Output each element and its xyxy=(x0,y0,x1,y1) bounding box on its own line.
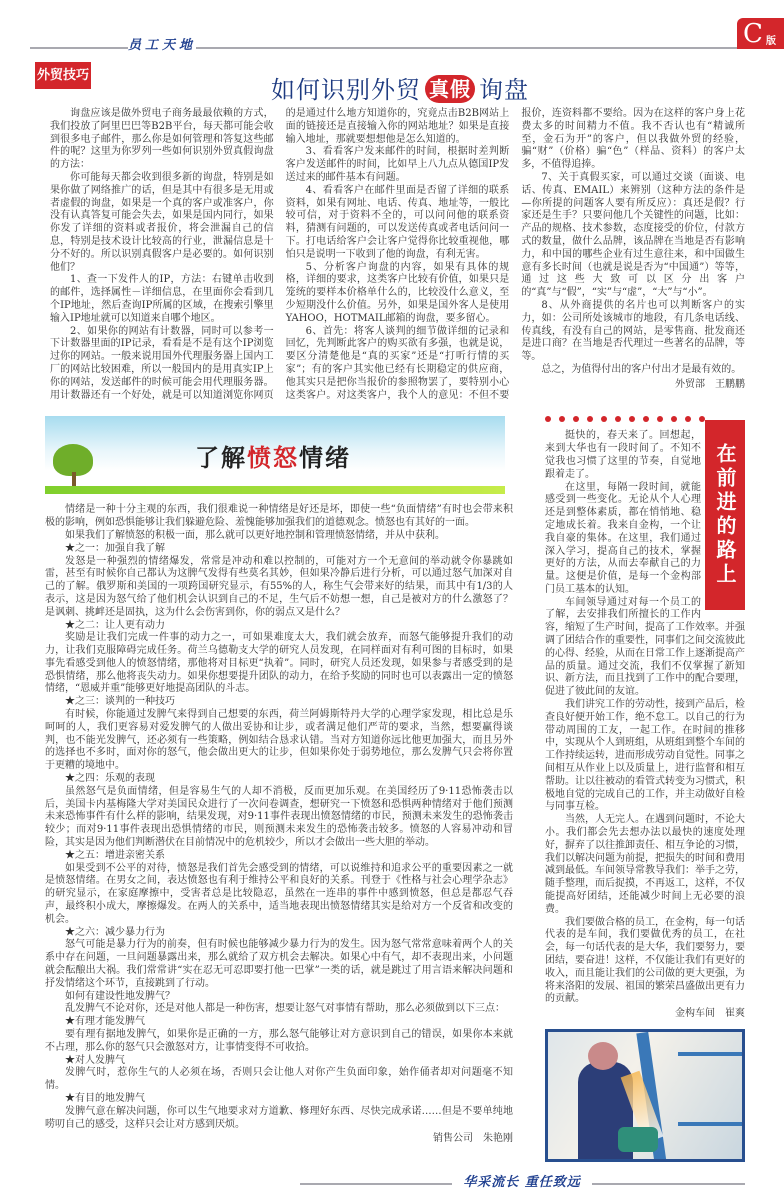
byline-dept: 销售公司 xyxy=(433,1133,473,1145)
paragraph: 总之，为值得付出的客户付出才是最有效的。 xyxy=(541,363,742,375)
paragraph: ★之二：让人更有动力 xyxy=(65,619,165,631)
byline-dept: 外贸部 xyxy=(674,378,705,390)
edition-badge xyxy=(737,18,784,49)
paragraph: 8、从外商提供的名片也可以判断客户的实力，如：公司所处该城市的地段，有几条电话线、传真线，有没有自己的网站，是零售商、批发商还是进口商？在当地是否代理过一些著名的品牌，等等。 xyxy=(521,299,745,363)
paragraph: 询盘应该是做外贸电子商务最最依赖的方式，我们投放了阿里巴巴等B2B平台，每天都可能会收到很多电子邮件，那么你是如何管理和答复这些邮件的呢？这里为你罗列一些如何识别外贸真假询盘的方法： xyxy=(50,108,274,171)
byline xyxy=(545,1008,745,1021)
anger-article-body xyxy=(45,504,513,1146)
paragraph: ★对人发脾气 xyxy=(65,1054,125,1066)
paragraph: 奖励是让我们完成一件事的动力之一，可如果难度太大，我们就会放弃，而怒气能够提升我们的动力，让我们克服障碍完成任务。荷兰乌德勒支大学的研究人员发现，在同样面对有利可图的目标时，如果事先看感受到他人的愤怒情绪，那他将对目标更“执着”。同时，研究人员还发现，如果参与者感受到的是恐惧情绪，那么他将丧失动力。如果你想要提升团队的动力，在给予奖励的同时也可以表露出一定的愤怒情绪，“恩威并重”能够更好地提高团队的斗志。 xyxy=(45,632,513,695)
trade-article-body xyxy=(50,108,745,402)
worker-photo xyxy=(545,1029,745,1162)
paragraph: 要有理有据地发脾气，如果你是正确的一方，那么怒气能够让对方意识到自己的错误，如果你本来就不占理，那么你的怒气只会激怒对方，让事情变得不可收拾。 xyxy=(45,1029,513,1053)
dot-divider xyxy=(545,416,705,424)
paragraph: 怒气可能是暴力行为的前奏，但有时候也能够减少暴力行为的发生。因为怒气常常意味着两个人的关系中存在问题，一旦问题暴露出来，那么就给了双方机会去解决。如果心中有气，却不表现出来，小问题就会酝酿出大祸。我们常常讲“实在忍无可忍即要打他一巴掌”一类的话，就是跳过了用言语来解决问题和抒发情绪这个环节，直接跳到了行动。 xyxy=(45,939,513,989)
title-post: 询盘 xyxy=(479,76,529,104)
paragraph: 情绪是一种十分主观的东西，我们很难说一种情绪是好还是坏，即使一些“负面情绪”有时也会带来积极的影响，例如恐惧能够让我们躲避危险、羞愧能够加强我们的道德观念。愤怒也有其好的一面。 xyxy=(45,504,513,529)
column-tag: 外贸技巧 xyxy=(35,62,91,89)
paragraph: 在这里，每隔一段时间，就能感受到一些变化。无论从个人心理还是到整体素质，都在悄悄地、稳定地成长着。我来自金构，一个让我自豪的集体。在这里，我们通过深入学习，提高自己的技术，掌握更好的方法，从而去奉献自己的力量。这便是价值，是每一个金构部门员工基本的认知。 xyxy=(545,481,701,595)
anger-heading xyxy=(195,438,351,473)
road-article-title: 在前进的路上 xyxy=(705,420,745,610)
section-title: 员工天地 xyxy=(128,38,197,53)
heading-pre: 了解 xyxy=(195,444,247,473)
paragraph: ★有目的地发脾气 xyxy=(65,1092,145,1104)
paragraph: 我们讲究工作的劳动性，接到产品后，检查良好便开始工作，绝不怠工。以自己的行为带动周围的工友，一起工作。在时间的推移中，实现从个人到班组，从班组到整个车间的工作持续运转，进而形成劳动自觉性。同事之间相互从作业上以及质量上，进行监督和相互帮助。让以往被动的看管式转变为习惯式，积极地自觉的完成自己的工作，并主动做好自检与同事互检。 xyxy=(545,699,745,813)
paragraph: 2、如果你的网站有计数器，同时可以参考一下计数器里面的IP记录，看看是不是有这个IP浏览过你的网站。一般来说用国外代理服务器上国内工厂的网站比较困难，所以一般国内的是用真实IP上你的网站，发送邮件的时候可能会用代理服务器。用计数器还有一个好处，就是可以知道浏览你网页的是通过什么地方知道你的，究竟点击B2B网站上面的链接还是直接输入你的网站地址？如果是直接输入地址，那就要想想他是怎么知道的。 xyxy=(50,108,510,401)
paragraph: ★之六：减少暴力行为 xyxy=(65,926,165,938)
paragraph: ★之四：乐观的表现 xyxy=(65,773,155,785)
paragraph: 5、分析客户询盘的内容，如果有具体的规格，详细的要求，这类客户比较有价值，如果只是笼统的要样本价格单什么的，比较没什么意义，至少短期没什么价值。另外，如果是国外客人是使用YAHOO，HOTMAIL邮箱的询盘，要多留心。 xyxy=(285,261,510,324)
paragraph: ★之一：加强自我了解 xyxy=(65,542,165,554)
byline-name: 朱艳刚 xyxy=(483,1133,513,1145)
anger-banner xyxy=(45,416,505,494)
article-title xyxy=(200,70,600,105)
paragraph: 如果受到不公平的对待，愤怒是我们首先会感受到的情绪，可以说维持和追求公平的重要因素之一就是愤怒情绪。在男女之间，表达愤怒也有利于维持公平和良好的关系。刊登于《性格与社会心理学杂志》的研究显示，在家庭摩擦中，受害者总是比较隐忍，虽然在一连串的事件中感到愤怒，但总是都忍气吞声，最终积小成大，摩擦爆发。在两人的关系中，适当地表现出愤怒情绪其实是给对方一个反省和改变的机会。 xyxy=(45,862,513,925)
byline-name: 王鹏鹏 xyxy=(714,378,745,390)
title-badge: 真假 xyxy=(425,75,475,103)
paragraph: 当然，人无完人。在遇到问题时，不论大小。我们都会先去想办法以最快的速度处理好，摒弃了以往推卸责任、相互争论的习惯，我们以解决问题为前提，把损失的时间和费用减到最低。车间领导常教导我们：举手之劳，随手整理，而后捉摸，不再返工，这样，不仅能提高好团结，还能减少时间上无必要的浪费。 xyxy=(545,814,745,915)
paragraph: 虽然怒气是负面情绪，但是容易生气的人却不消极，反而更加乐观。在美国经历了9·11恐怖袭击以后，美国卡内基梅隆大学对美国民众进行了一次问卷调查，想研究一下愤怒和恐惧两种情绪对于他们预测未来恐怖事件有什么样的影响，结果发现，对9·11事件表现出愤怒情绪的市民，预测未来发生的恐怖袭击较少；而对9·11事件表现出恐惧情绪的市民，则预测未来发生的恐怖袭击较多。愤怒的人容易冲动和冒险，其实是因为他们判断潜伏在目前情况中的危机较少，所以才会做出一些大胆的举动。 xyxy=(45,785,513,849)
lower-section xyxy=(45,416,745,1162)
paragraph: 4、看看客户在邮件里面是否留了详细的联系资料，如果有网址、电话、传真、地址等，一般比较可信，对于资料不全的，可以问问他的联系资料，猜测有问题的，可以发送传真或者电话问问一下。打电话给客户会让客户觉得你比较重视他，哪怕只是说明一下收到了他的询盘，有利无害。 xyxy=(285,184,510,260)
slogan-left: 华采流长 xyxy=(463,1174,520,1190)
heading-red: 愤怒 xyxy=(247,444,299,473)
paragraph: ★有理才能发脾气 xyxy=(65,1016,145,1028)
paragraph: ★之五：增进亲密关系 xyxy=(65,849,165,861)
paragraph: 3、看看客户发来邮件的时间，根据时差判断客户发送邮件的时间，比如早上八九点从德国IP发送过来的邮件基本有问题。 xyxy=(285,146,510,183)
title-pre: 如何识别外贸 xyxy=(271,76,421,104)
paragraph: 你可能每天都会收到很多新的询盘，特别是如果你做了网络推广的话，但是其中有很多是无用或者虚假的询盘，如果是一个真的客户或准客户，你没有认真答复可能会失去，如果是国内同行，如果你发了详细的资料或者报价，将会泄漏自己的信息，特别是技术设计比较高的行业，泄漏信息是十分不好的。所以识别真假客户是必要的。如何识别他们？ xyxy=(50,171,274,273)
paragraph: ★之三：谈判的一种技巧 xyxy=(65,696,175,708)
paragraph: 1、查一下发件人的IP，方法：右键单击收到的邮件，选择属性－详细信息，在里面你会看到几个IP地址，然后查询IP所属的区域，在搜索引擎里输入IP地址就可以知道来自哪个地区。 xyxy=(50,274,274,324)
paragraph: 我们要做合格的员工，在金构，每一句话代表的是车间，我们要做优秀的员工，在社会，每一句话代表的是大华，我们要努力，要团结，要奋进！这样，不仅能让我们有更好的收入，而且能让我们的公司做的更大更强，为将来洛阳的发展、祖国的繁荣昌盛做出更有力的贡献。 xyxy=(545,916,745,1005)
slogan-right: 重任致远 xyxy=(524,1174,581,1190)
paragraph: 发脾气时，惹你生气的人必须在场，否则只会让他人对你产生负面印象，始作俑者却对问题毫不知情。 xyxy=(45,1067,513,1092)
road-article xyxy=(545,416,745,1162)
paragraph: 发脾气意在解决问题，你可以生气地要求对方道歉、修理好东西、尽快完成承诺……但是不要单纯地唠叨自己的感受，这样只会让对方感到厌烦。 xyxy=(45,1105,513,1130)
paragraph: 有时候，你能通过发脾气来得到自己想要的东西，荷兰阿姆斯特丹大学的心理学家发现，相比总是乐呵呵的人，我们更容易对爱发脾气的人做出妥协和让步，或者满足他们严苛的要求，当然，想要赢得谈判，也不能光发脾气，还必须有一些策略，例如结合恳求认错。当对方知道你远比他更加强大，而且另外的选择也不多时，面对你的怒气，他会做出更大的让步，但如果你处于弱势地位，那么发脾气只会将你置于更糟的境地中。 xyxy=(45,709,513,772)
anger-article xyxy=(45,416,513,1146)
byline-name: 崔爽 xyxy=(725,1008,745,1020)
paragraph: 挺快的，春天来了。回想起，来到大华也有一段时间了。不知不觉我也习惯了这里的节奏，自觉地跟着走了。 xyxy=(545,430,701,480)
paragraph: 乱发脾气不论对你，还是对他人都是一种伤害，想要让怒气对事情有帮助，那么必须做到以下三点： xyxy=(65,1003,505,1015)
paragraph: 7、关于真假买家，可以通过交谈（面谈、电话、传真、EMAIL）来辨别（这种方法的条件是—你所提的问题客人要有所反应）：真还是假？行家还是生手？只要问他几个关键性的问题，比如：产品的规格、技术参数，态度接受的价位，付款方式的数量，做什么品牌，该品牌在当地是否有影响力，和中国的哪些企业有过生意往来，和中国做生意有多长时间（也就是说是否为“中国通”）等等，通过这些大致可以区分出客户的“真”与“假”，“实”与“虚”，“大”与“小”。 xyxy=(521,171,745,299)
paragraph: 如果我们了解愤怒的积极一面，那么就可以更好地控制和管理愤怒情绪，并从中获利。 xyxy=(65,529,445,541)
paragraph: 如何有建设性地发脾气？ xyxy=(65,990,175,1002)
road-article-body xyxy=(545,430,745,1021)
edition-letter: C xyxy=(743,19,763,49)
byline-dept: 金构车间 xyxy=(675,1008,715,1020)
paragraph: 6、首先：将客人谈判的细节做详细的记录和回忆，先判断此客户的购买欲有多强，也就是说，要区分清楚他是“真的买家”还是“打听行情的买家”；有的客户其实他已经有长期稳定的供应商，他其实只是把你当报价的参照物罢了，要特别小心这类客户。对这类客户，我个人的意见：不但不要报价，连资料都不要给。因为在这样的客户身上花费太多的时间精力不值。我不否认也有“精诚所至，金石为开”的客户，但以我做外贸的经验，骗“财”（价格）骗“色”（样品、资料）的客户太多，不值得追捧。 xyxy=(285,108,745,401)
grass-strip xyxy=(45,486,505,494)
heading-post: 情绪 xyxy=(299,444,351,473)
paragraph: 车间领导通过对每一个员工的了解，去安排我们所擅长的工作内容，缩短了生产时间，提高了工作效率。并强调了团结合作的重要性，同事们之间交流彼此的心得、经验，从而在日常工作上逐渐提高产品的质量。通过交流，我们不仅掌握了新知识、新方法，而且找到了工作中的配合要理，促进了彼此间的友谊。 xyxy=(545,596,745,698)
footer-slogan xyxy=(452,1174,592,1192)
byline xyxy=(521,379,745,392)
edition-suffix: 版 xyxy=(766,36,776,47)
footer xyxy=(0,1172,784,1198)
paragraph: 发怒是一种强烈的情绪爆发，常常是冲动和难以控制的，可能对方一个无意间的举动就令你暴跳如雷，甚至有时候你自己都认为这脾气发得有些莫名其妙，但如果冷静后进行分析，可以通过怒气加深对自己的了解。俄罗斯和美国的一项跨国研究显示，有55%的人，称生气会带来好的结果，而其中有1/3的人表示，这是因为怒气给了他们机会认识到自己的不足，生气后不妨想一想，自己是被对方的什么激怒了？是讽刺、挑衅还是固执，这为什么会伤害到你，你的弱点又是什么？ xyxy=(45,555,513,618)
